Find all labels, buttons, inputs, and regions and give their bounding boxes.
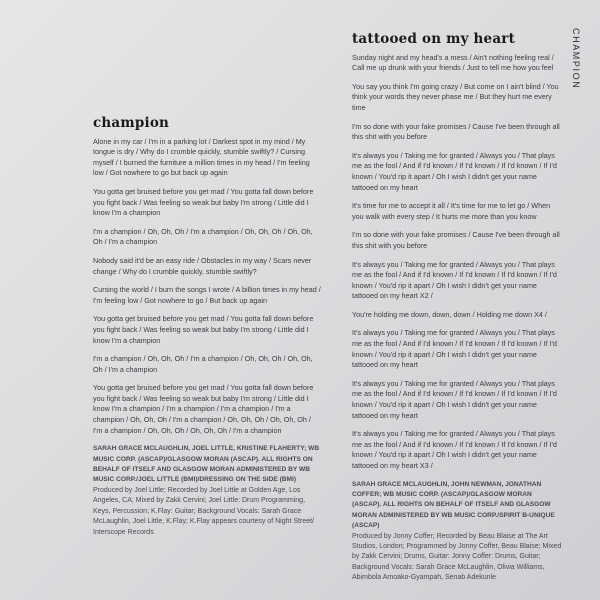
lyric-verse: I'm a champion / Oh, Oh, Oh / I'm a champion / Oh, Oh, Oh / Oh, Oh, Oh / I'm a champion <box>93 226 313 247</box>
song-title-champion: champion <box>93 115 170 131</box>
lyric-verse: Cursing the world / I burn the songs I wrote / A billion times in my head / I'm feeling low / Got nowhere to go / But back up again <box>93 285 321 305</box>
lyric-verse: Sunday night and my head's a mess / Ain't nothing feeling real / Call me up drunk with your friends / Just to tell me how you feel <box>352 52 554 73</box>
lyric-verse: It's always you / Taking me for granted / Always you / That plays me as the fool / And if I'd known / If I'd known / If I'd known / If I'd known / You'd rip it apart / Oh I wish I didn't get your name tattooed on my heart <box>352 328 557 370</box>
lyric-verse: It's always you / Taking me for granted / Always you / That plays me as the fool / And if I'd known / If I'd known / If I'd known / If I'd known / You'd rip it apart / Oh I wish I didn't get your name tattooed on my heart <box>352 150 557 192</box>
lyric-verse: It's always you / Taking me for granted / Always you / That plays me as the fool / And if I'd known / If I'd known / If I'd known / If I'd known / You'd rip it apart / Oh I wish I didn't get your name tattooed on my heart X3 / <box>352 429 557 470</box>
lyric-verse: I'm so done with your fake promises / Cause I've been through all this shit with you before <box>352 230 560 250</box>
lyric-verse: You're holding me down, down, down / Holding me down X4 / <box>352 309 547 319</box>
production-credits: Produced by Jonny Coffer; Recorded by Beau Blaise at The Art Studios, London; Programmed by Jonny Coffer, Beau Blaise; Mixed by Zakk Cervini; Drums, Guitar: Jonny Coffer: Drums, Guitar; Background Vocals: Sarah Grace McLaughlin, Olivia Williams, Abimbola Amoako-Gyampah, Senab Adekunle <box>352 532 562 582</box>
song-title-tattooed-on-my-heart: tattooed on my heart <box>352 31 516 47</box>
lyric-verse: You gotta get bruised before you get mad / You gotta fall down before you fight back / Was feeling so weak but baby I'm strong / Little did I know I'm a champion <box>93 186 314 218</box>
lyric-verse: I'm so done with your fake promises / Cause I've been through all this shit with you before <box>352 121 560 142</box>
production-credits: Produced by Joel Little; Recorded by Joel Little at Golden Age, Los Angeles, CA; Mixed by Zakk Cervini; Joel Little: Drum Programming, Keys, Percussion; K.Flay: Guitar; Background Vocals: Sarah Grace McLaughlin, Joel Little, K.Flay; K.Flay appears courtesy of Night Street/ Interscope Records <box>93 486 314 536</box>
lyric-verse: Nobody said it'd be an easy ride / Obstacles in my way / Scars never change / Why do I crumble quickly, stumble swiftly? <box>93 255 312 276</box>
lyric-verse: It's time for me to accept it all / It's time for me to let go / When you walk with every step / It hurts me more than you know <box>352 201 551 221</box>
lyric-verse: You gotta get bruised before you get mad / You gotta fall down before you fight back / Was feeling so weak but baby I'm strong / Little did I know I'm a champion <box>93 314 314 345</box>
lyric-verse: Alone in my car / I'm in a parking lot / Darkest spot in my mind / My tongue is dry / Why do I crumble quickly, stumble swiftly? / Cursing myself / I burned the furniture a million times in my head / I'm feeling low / Got nowhere to go but back up again <box>93 136 310 178</box>
lyric-verse: You say you think I'm going crazy / But come on I ain't blind / You think your words they never phase me / But they hurt me every time <box>352 81 559 112</box>
lyric-verse: You gotta get bruised before you get mad / You gotta fall down before you fight back / Was feeling so weak but baby I'm strong / Little did I know I'm a champion / I'm a champion / I'm a champion / I'm a champion / Oh, Oh, Oh / I'm a champion / Oh, Oh, Oh / Oh, Oh, Oh / I'm a champion / Oh, Oh, Oh / Oh, Oh, Oh / I'm a champion <box>93 383 314 435</box>
champion-lyrics-column <box>93 115 322 538</box>
songwriting-credits: SARAH GRACE MCLAUGHLIN, JOHN NEWMAN, JONATHAN COFFER; WB MUSIC CORP. (ASCAP)/GLASGOW MORAN (ASCAP). ALL RIGHTS ON BEHALF OF ITSELF AND GLASGOW MORAN ADMINISTERED BY WB MUSIC CORP./SPIRIT B-UNIQUE (ASCAP) <box>352 480 555 530</box>
lyric-verse: It's always you / Taking me for granted / Always you / That plays me as the fool / And if I'd known / If I'd known / If I'd known / If I'd known / You'd rip it apart / Oh I wish I didn't get your name tattooed on my heart X2 / <box>352 259 557 301</box>
tattooed-lyrics-column <box>352 31 562 584</box>
songwriting-credits: SARAH GRACE MCLAUGHLIN, JOEL LITTLE, KRISTINE FLAHERTY; WB MUSIC CORP. (ASCAP)/GLASGOW MORAN (ASCAP). ALL RIGHTS ON BEHALF OF ITSELF AND GLASGOW MORAN ADMINISTERED BY WB MUSIC CORP./JOEL LITTLE (BMI)/DRESSING ON THE SIDE (BMI) <box>93 445 320 484</box>
lyric-verse: It's always you / Taking me for granted / Always you / That plays me as the fool / And if I'd known / If I'd known / If I'd known / If I'd known / You'd rip it apart / Oh I wish I didn't get your name tattooed on my heart <box>352 378 557 420</box>
lyric-verse: I'm a champion / Oh, Oh, Oh / I'm a champion / Oh, Oh, Oh / Oh, Oh, Oh / I'm a champion <box>93 354 313 374</box>
spine-label: CHAMPION <box>571 28 581 90</box>
